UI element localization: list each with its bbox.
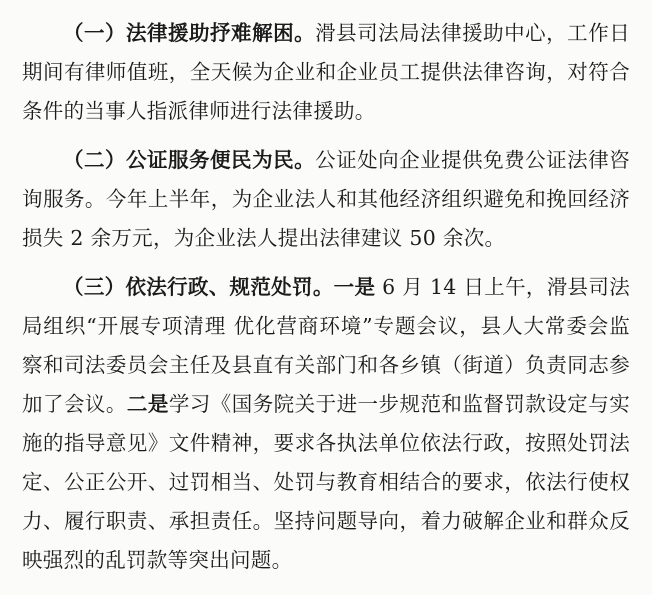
paragraph-heading: （一）法律援助抒难解困。 xyxy=(63,21,316,45)
paragraph-legal-aid xyxy=(22,14,630,131)
paragraph-lawful-administration xyxy=(22,268,630,580)
paragraph-body: 滑县司法局法律援助中心，工作日期间有律师值班，全天候为企业和企业员工提供法律咨询，对符合条件的当事人指派律师进行法律援助。 xyxy=(22,21,630,123)
paragraph-body: 6 月 14 日上午，滑县司法局组织“开展专项清理 优化营商环境”专题会议，县人大常委会监察和司法委员会主任及县直有关部门和各乡镇（街道）负责同志参加了会议。 xyxy=(22,275,630,416)
emphasis-second-item: 二是 xyxy=(126,392,169,416)
paragraph-heading: （二）公证服务便民为民。 xyxy=(63,148,316,172)
paragraph-heading: （三）依法行政、规范处罚。 xyxy=(63,275,334,299)
paragraph-notary-service xyxy=(22,141,630,258)
emphasis-first-item: 一是 xyxy=(333,275,376,299)
paragraph-body: 公证处向企业提供免费公证法律咨询服务。今年上半年，为企业法人和其他经济组织避免和挽回经济损失 2 余万元，为企业法人提出法律建议 50 余次。 xyxy=(22,148,630,250)
paragraph-body-continued: 学习《国务院关于进一步规范和监督罚款设定与实施的指导意见》文件精神，要求各执法单位依法行政，按照处罚法定、公正公开、过罚相当、处罚与教育相结合的要求，依法行使权力、履行职责、承担责任。坚持问题导向，着力破解企业和群众反映强烈的乱罚款等突出问题。 xyxy=(22,392,630,572)
